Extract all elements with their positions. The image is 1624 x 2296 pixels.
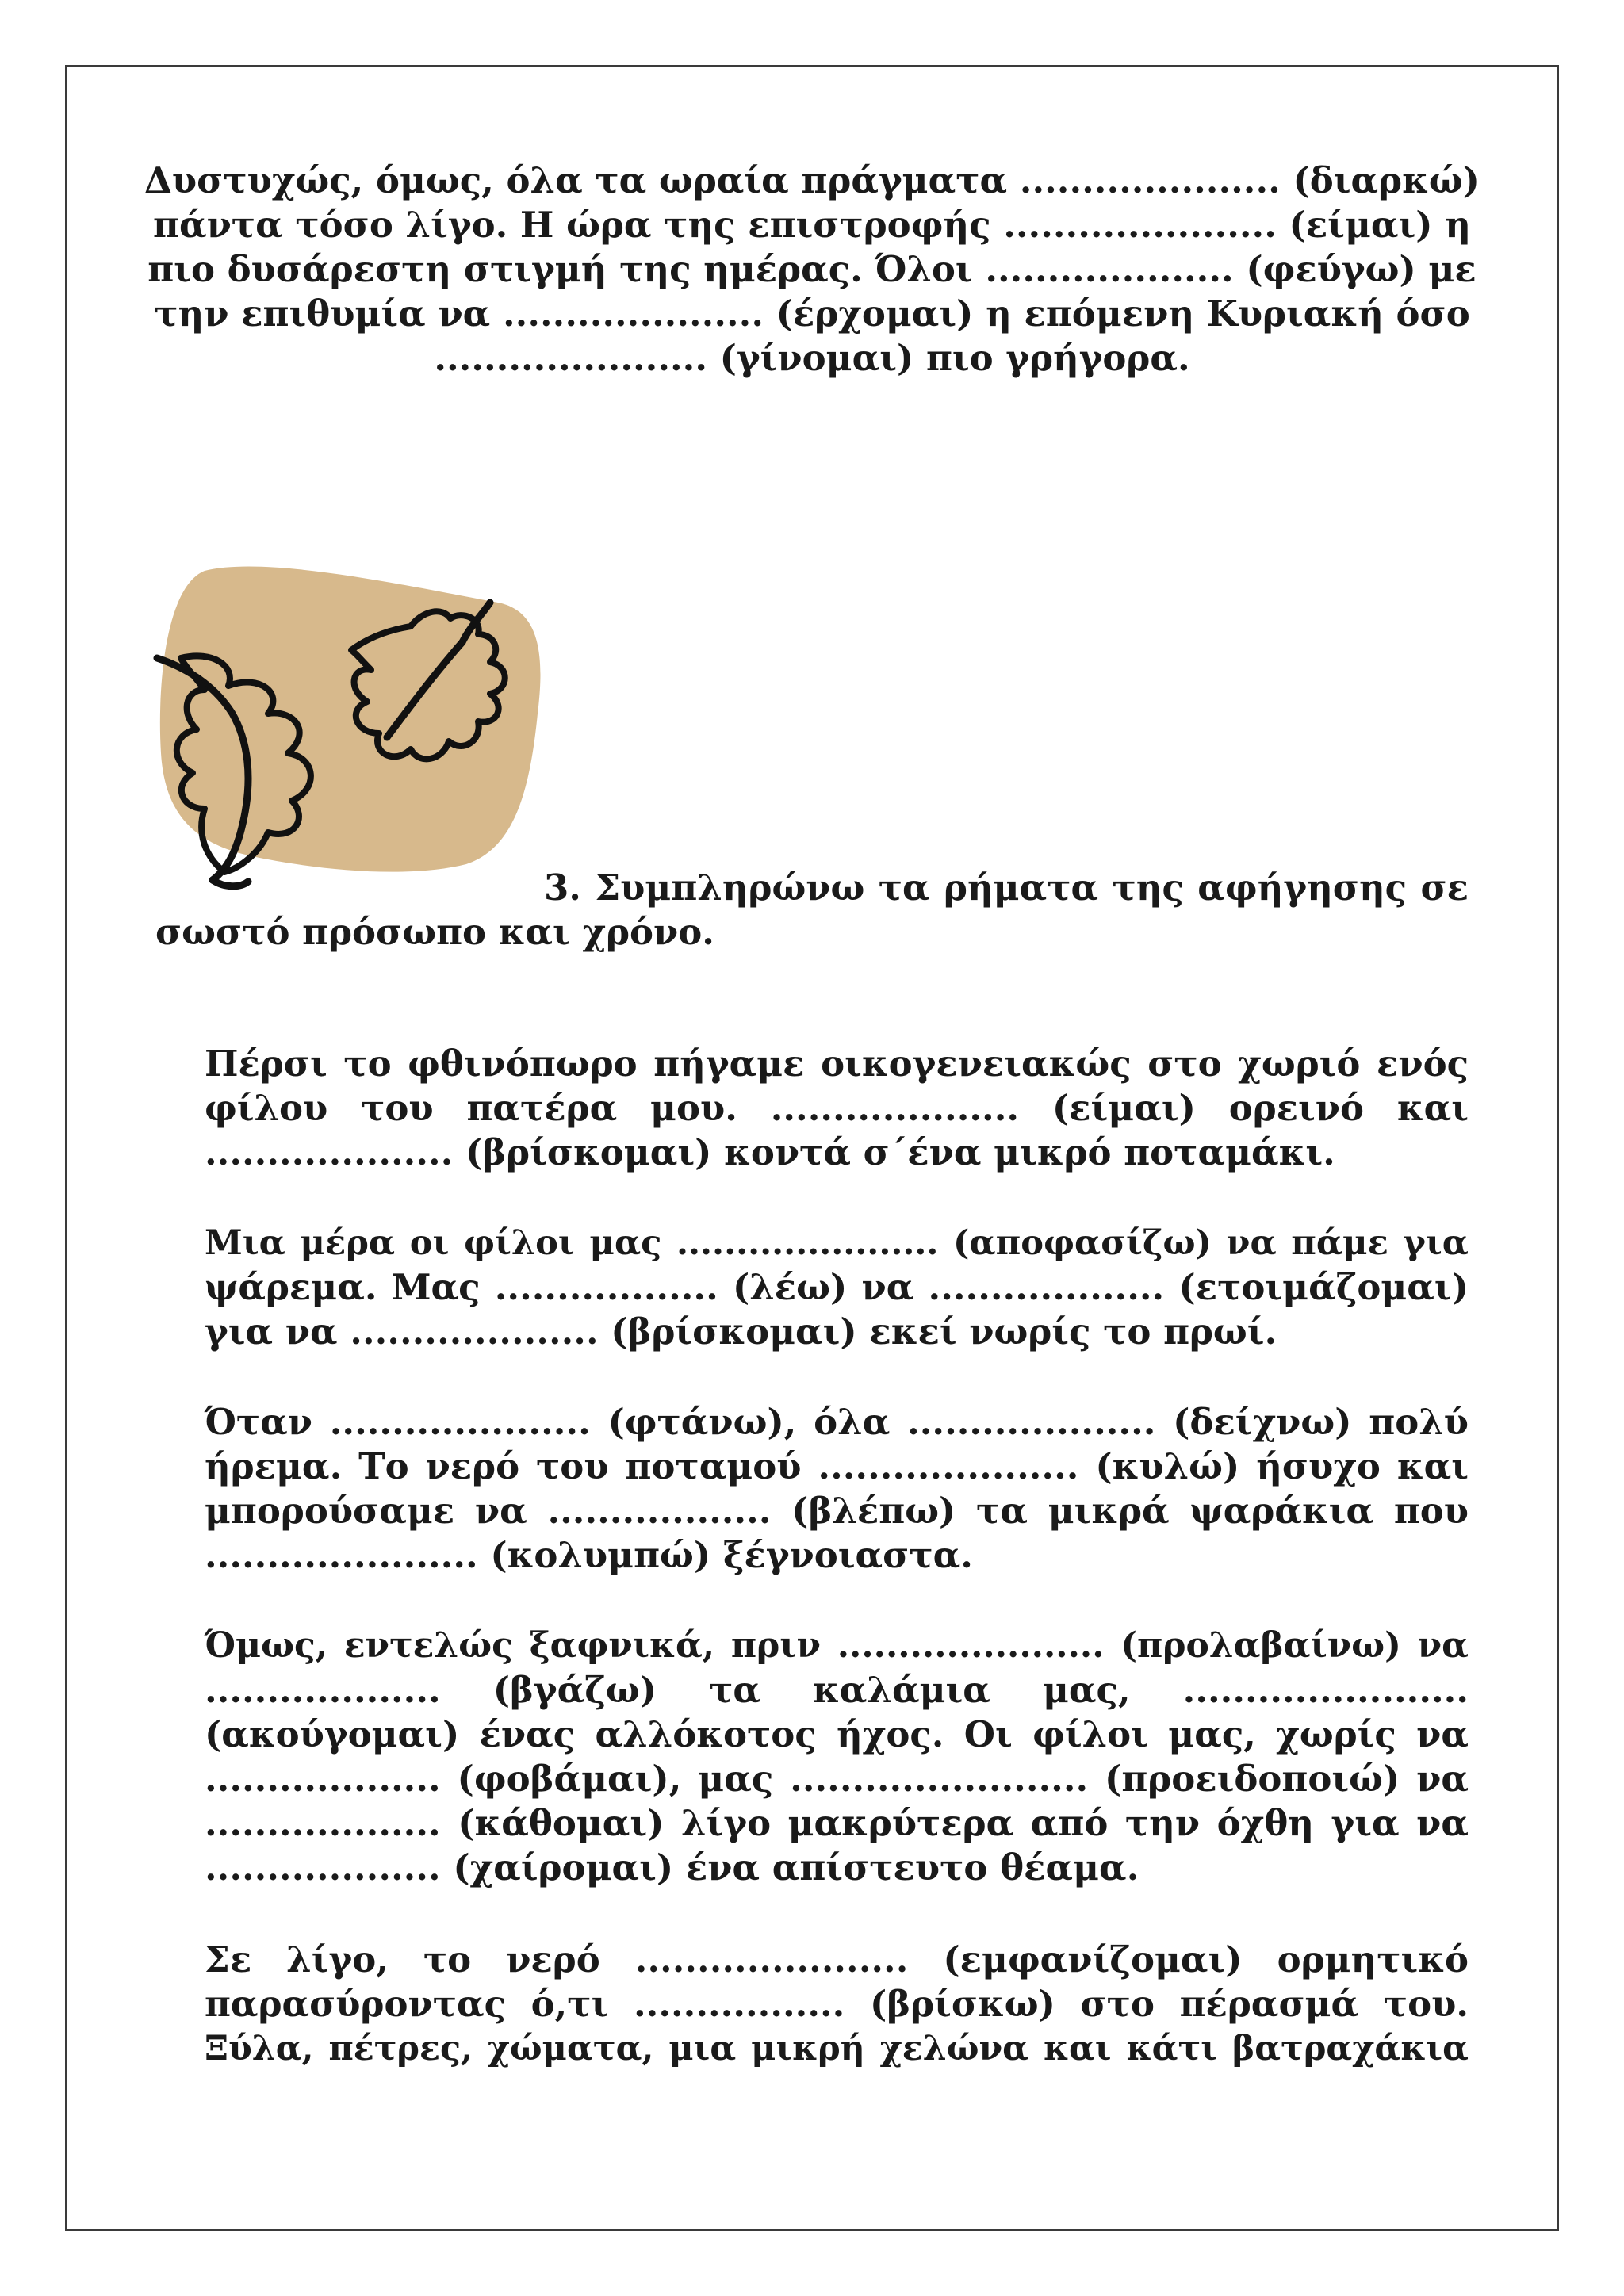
exercise-paragraph-3 (205, 1400, 1469, 1578)
exercise-paragraph-1 (205, 1042, 1469, 1175)
paragraph-line: ................... (κάθομαι) λίγο μακρύτερα από την όχθη για να (205, 1802, 1469, 1844)
intro-line: πιο δυσάρεστη στιγμή της ημέρας. Όλοι .................... (φεύγω) με (147, 248, 1477, 290)
paragraph-line: ................... (χαίρομαι) ένα απίστευτο θέαμα. (205, 1846, 1139, 1888)
exercise-heading-line-2 (155, 910, 1469, 955)
paragraph-line: ψάρεμα. Μας .................. (λέω) να ................... (ετοιμάζομαι) (205, 1266, 1469, 1308)
paragraph-line: Μια μέρα οι φίλοι μας ...................... (αποφασίζω) να πάμε για (205, 1223, 1469, 1263)
exercise-paragraph-5 (205, 1938, 1469, 2071)
heading-text: 3. Συμπληρώνω τα ρήματα της αφήγησης σε (544, 867, 1469, 909)
exercise-paragraph-2 (205, 1221, 1469, 1354)
intro-line: ...................... (γίνομαι) πιο γρήγορα. (434, 337, 1190, 379)
paragraph-line: ................... (βγάζω) τα καλάμια μας, ....................... (205, 1669, 1469, 1711)
intro-line: την επιθυμία να ..................... (έρχομαι) η επόμενη Κυριακή όσο (154, 293, 1470, 335)
paragraph-line: Σε λίγο, το νερό ...................... (εμφανίζομαι) ορμητικό (205, 1938, 1469, 1980)
paragraph-line: (ακούγομαι) ένας αλλόκοτος ήχος. Οι φίλοι μας, χωρίς να (205, 1713, 1469, 1755)
paragraph-line: μπορούσαμε να .................. (βλέπω) τα μικρά ψαράκια που (205, 1490, 1469, 1532)
paragraph-line: ...................... (κολυμπώ) ξέγνοιαστα. (205, 1534, 973, 1576)
paragraph-line: φίλου του πατέρα μου. .................... (είμαι) ορεινό και (205, 1087, 1469, 1129)
paragraph-line: Ξύλα, πέτρες, χώματα, μια μικρή χελώνα και κάτι βατραχάκια (205, 2029, 1469, 2068)
intro-line: πάντα τόσο λίγο. Η ώρα της επιστροφής ...................... (είμαι) η (153, 204, 1471, 246)
paragraph-line: παρασύροντας ό,τι ................. (βρίσκω) στο πέρασμά του. (205, 1983, 1469, 2025)
exercise-heading-line-1 (544, 866, 1469, 910)
intro-line: Δυστυχώς, όμως, όλα τα ωραία πράγματα ..................... (διαρκώ) (144, 159, 1480, 201)
paragraph-line: Όταν ..................... (φτάνω), όλα .................... (δείχνω) πολύ (205, 1401, 1469, 1443)
autumn-leaves-icon (149, 555, 546, 904)
paragraph-line: για να .................... (βρίσκομαι) εκεί νωρίς το πρωί. (205, 1311, 1277, 1353)
paragraph-line: Πέρσι το φθινόπωρο πήγαμε οικογενειακώς στο χωριό ενός (205, 1043, 1469, 1085)
paragraph-line: .................... (βρίσκομαι) κοντά σ΄ένα μικρό ποταμάκι. (205, 1131, 1335, 1173)
paragraph-line: ήρεμα. Το νερό του ποταμού ..................... (κυλώ) ήσυχο και (205, 1445, 1469, 1487)
heading-text: σωστό πρόσωπο και χρόνο. (155, 911, 714, 953)
intro-paragraph (143, 159, 1481, 381)
paragraph-line: ................... (φοβάμαι), μας ........................ (προειδοποιώ) να (205, 1758, 1469, 1800)
paragraph-line: Όμως, εντελώς ξαφνικά, πριν ...................... (προλαβαίνω) να (205, 1625, 1469, 1666)
exercise-paragraph-4 (205, 1624, 1469, 1890)
